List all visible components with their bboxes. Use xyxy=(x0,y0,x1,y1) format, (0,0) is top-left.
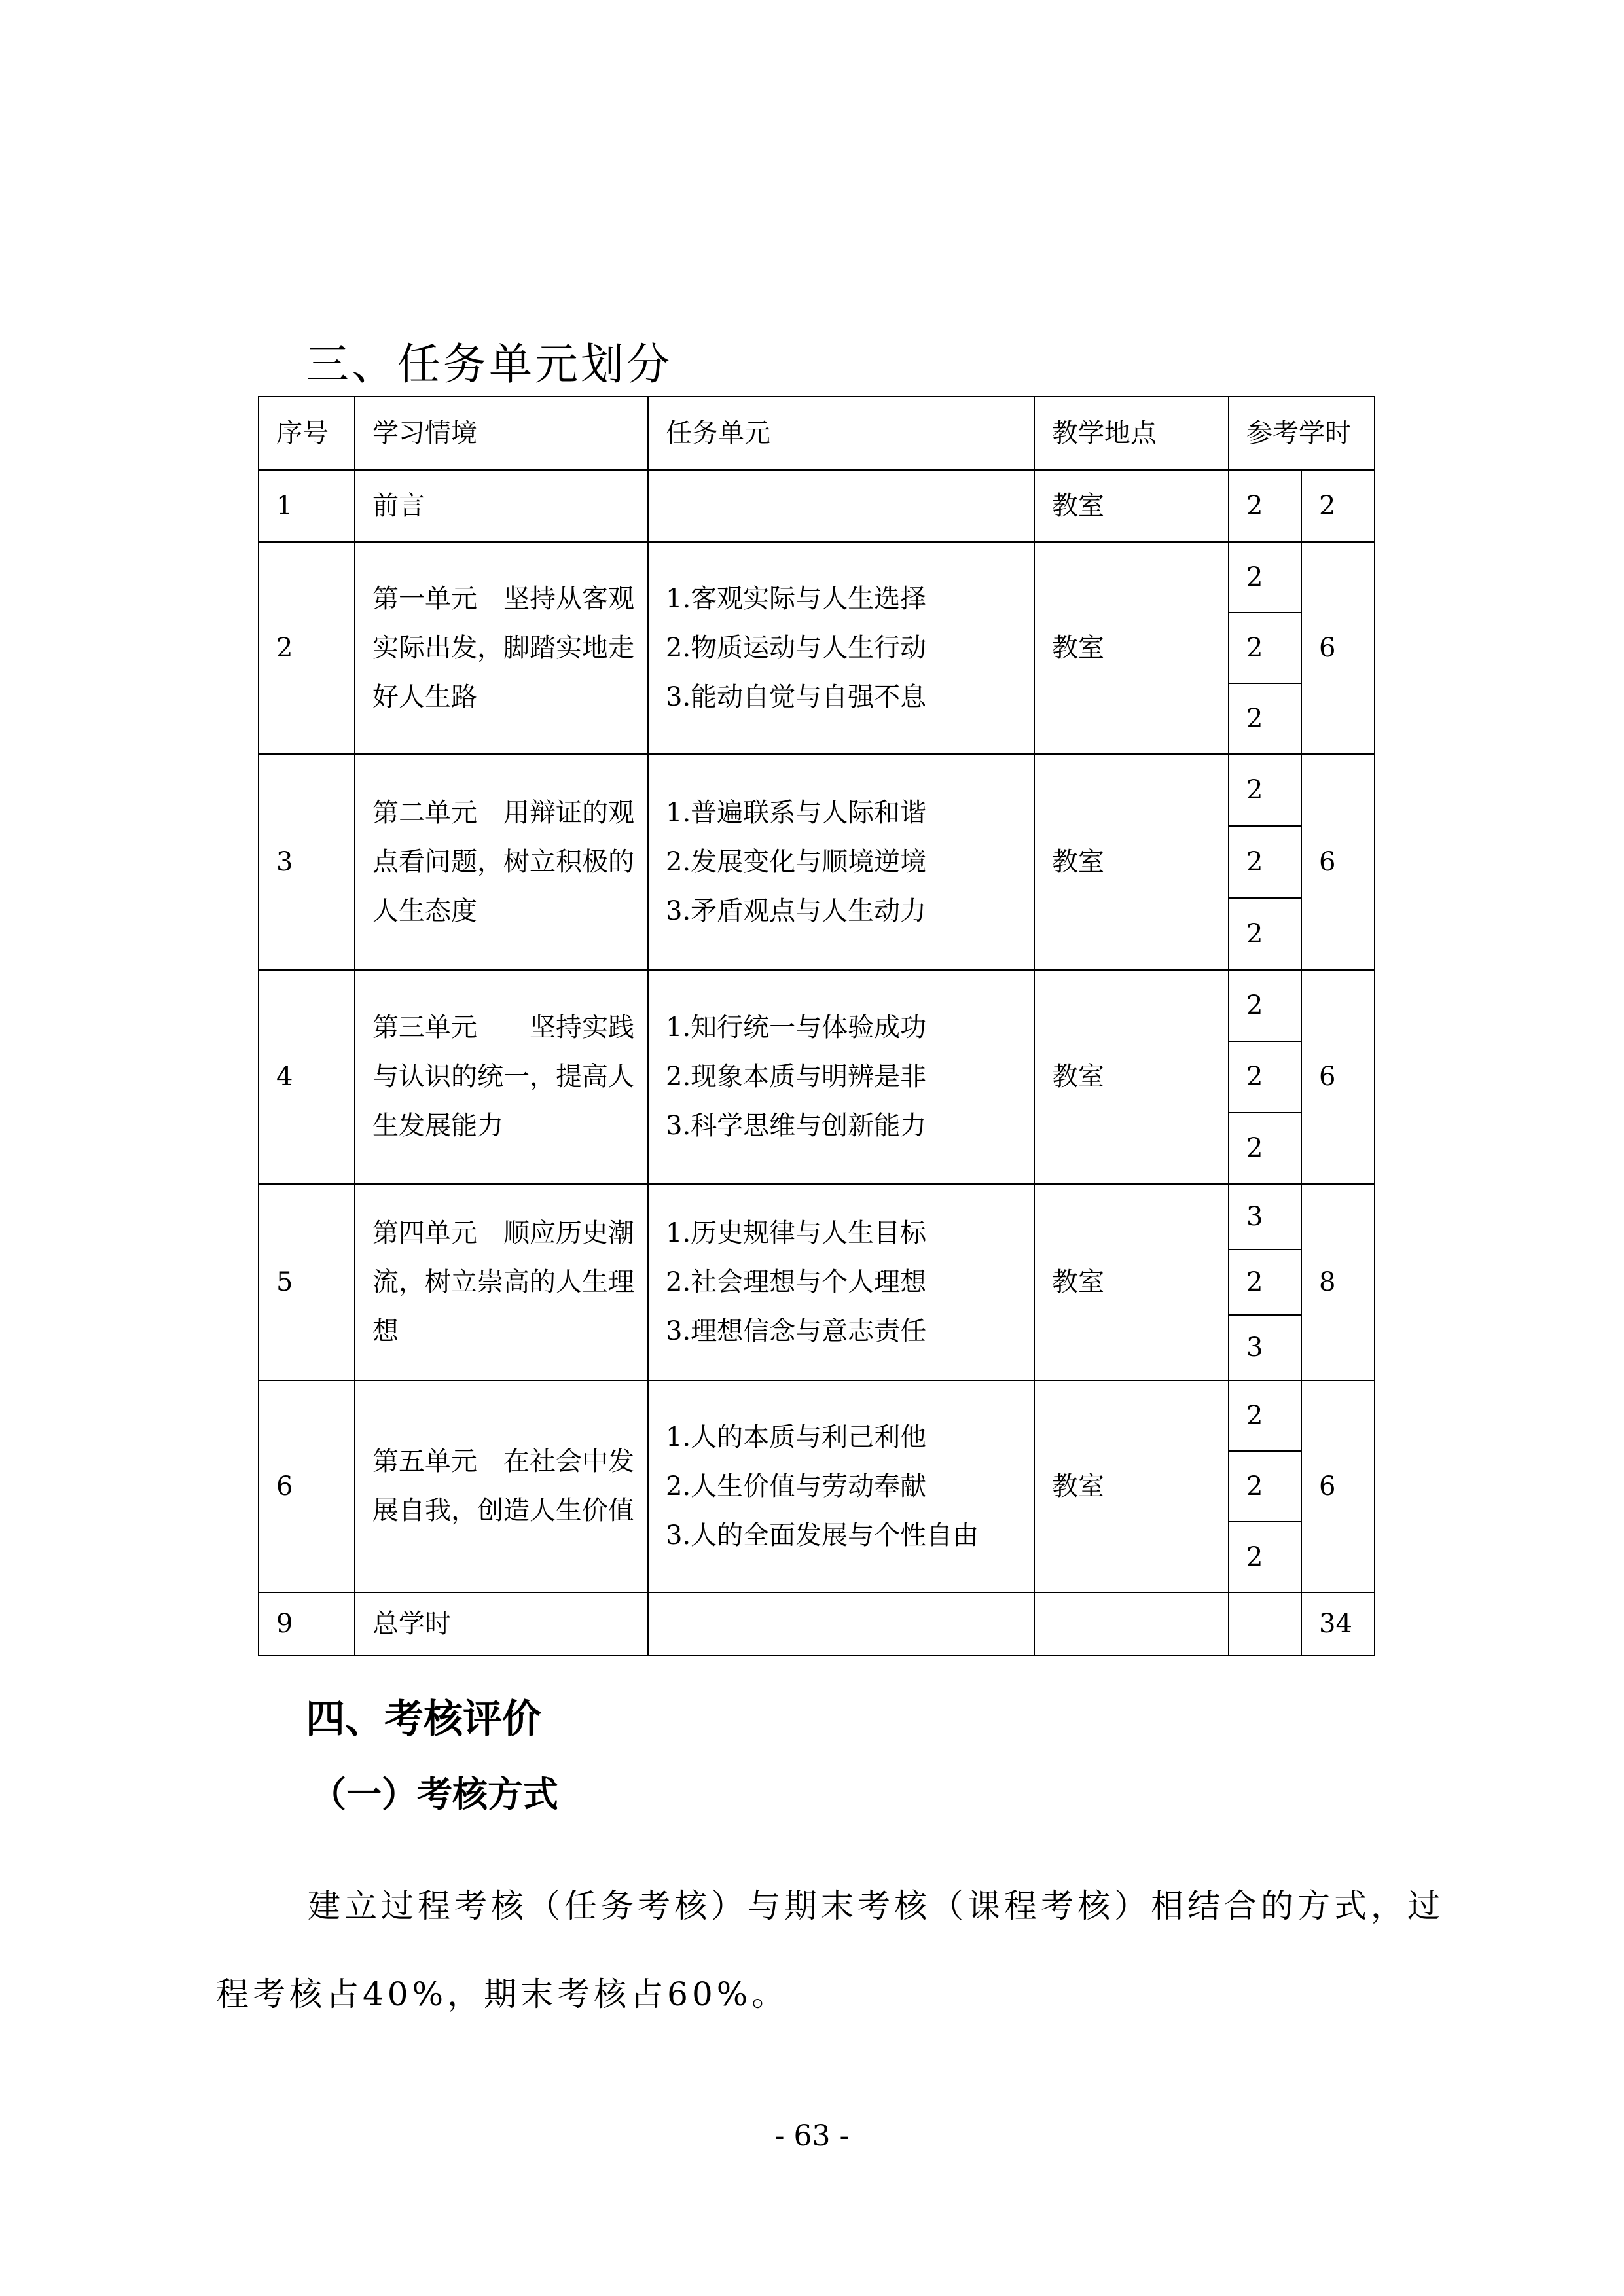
row-tasks xyxy=(648,470,1034,542)
total-row-place xyxy=(1034,1592,1229,1655)
task-unit-table xyxy=(258,396,1375,1656)
table-row xyxy=(259,470,1375,542)
header-context: 学习情境 xyxy=(355,397,648,470)
header-place: 教学地点 xyxy=(1034,397,1229,470)
task-item: 3.矛盾观点与人生动力 xyxy=(666,895,927,926)
row-place: 教室 xyxy=(1034,542,1229,754)
task-item: 3.人的全面发展与个性自由 xyxy=(666,1520,979,1551)
row-sub-hours: 2 xyxy=(1229,1113,1301,1184)
row-total-hours: 6 xyxy=(1301,970,1375,1184)
table-row xyxy=(259,1184,1375,1249)
header-no: 序号 xyxy=(259,397,355,470)
row-tasks xyxy=(648,970,1034,1184)
total-row-tasks xyxy=(648,1592,1034,1655)
row-place: 教室 xyxy=(1034,970,1229,1184)
row-sub-hours: 2 xyxy=(1229,683,1301,754)
row-no: 1 xyxy=(259,470,355,542)
row-context: 第一单元 坚持从客观实际出发，脚踏实地走好人生路 xyxy=(355,542,648,754)
row-context: 第二单元 用辩证的观点看问题，树立积极的人生态度 xyxy=(355,754,648,970)
row-sub-hours: 2 xyxy=(1229,1522,1301,1592)
row-total-hours: 6 xyxy=(1301,754,1375,970)
task-item: 2.社会理想与个人理想 xyxy=(666,1266,927,1297)
table-row xyxy=(259,1380,1375,1451)
page-number: - 63 - xyxy=(774,2119,850,2153)
row-total-hours: 2 xyxy=(1301,470,1375,542)
task-item: 3.科学思维与创新能力 xyxy=(666,1111,927,1141)
row-sub-hours: 2 xyxy=(1229,754,1301,826)
row-sub-hours: 2 xyxy=(1229,898,1301,970)
row-sub-hours: 2 xyxy=(1229,1041,1301,1113)
total-row-sub-hours xyxy=(1229,1592,1301,1655)
row-total-hours: 6 xyxy=(1301,542,1375,754)
row-place: 教室 xyxy=(1034,470,1229,542)
row-tasks xyxy=(648,1380,1034,1592)
row-context: 第四单元 顺应历史潮流，树立崇高的人生理想 xyxy=(355,1184,648,1380)
row-sub-hours: 2 xyxy=(1229,826,1301,898)
row-sub-hours: 3 xyxy=(1229,1184,1301,1249)
task-item: 2.物质运动与人生行动 xyxy=(666,632,927,663)
row-no: 2 xyxy=(259,542,355,754)
row-total-hours: 8 xyxy=(1301,1184,1375,1380)
row-no: 3 xyxy=(259,754,355,970)
header-hours: 参考学时 xyxy=(1229,397,1375,470)
row-place: 教室 xyxy=(1034,754,1229,970)
row-context: 第五单元 在社会中发展自我，创造人生价值 xyxy=(355,1380,648,1592)
row-tasks xyxy=(648,754,1034,970)
task-item: 2.现象本质与明辨是非 xyxy=(666,1062,927,1092)
row-tasks xyxy=(648,1184,1034,1380)
total-row xyxy=(259,1592,1375,1655)
row-sub-hours: 2 xyxy=(1229,1451,1301,1522)
header-tasks: 任务单元 xyxy=(648,397,1034,470)
task-item: 1.普遍联系与人际和谐 xyxy=(666,797,927,828)
row-context: 第三单元 坚持实践与认识的统一，提高人生发展能力 xyxy=(355,970,648,1184)
section-title-task-units: 三、任务单元划分 xyxy=(306,339,672,389)
total-row-label: 总学时 xyxy=(355,1592,648,1655)
row-sub-hours: 2 xyxy=(1229,613,1301,683)
task-item: 3.能动自觉与自强不息 xyxy=(666,681,927,712)
task-item: 3.理想信念与意志责任 xyxy=(666,1316,927,1346)
assessment-paragraph: 建立过程考核（任务考核）与期末考核（课程考核）相结合的方式，过程考核占40%，期末考核占60%。 xyxy=(216,1887,1444,2013)
row-sub-hours: 3 xyxy=(1229,1315,1301,1380)
row-no: 6 xyxy=(259,1380,355,1592)
task-item: 1.客观实际与人生选择 xyxy=(666,583,927,614)
section-title-assessment: 四、考核评价 xyxy=(306,1696,541,1742)
task-item: 2.发展变化与顺境逆境 xyxy=(666,846,927,877)
table-row xyxy=(259,754,1375,826)
row-context: 前言 xyxy=(355,470,648,542)
row-sub-hours: 2 xyxy=(1229,970,1301,1041)
row-total-hours: 6 xyxy=(1301,1380,1375,1592)
row-no: 5 xyxy=(259,1184,355,1380)
table-row xyxy=(259,542,1375,613)
task-item: 2.人生价值与劳动奉献 xyxy=(666,1471,927,1501)
row-no: 4 xyxy=(259,970,355,1184)
subsection-title-assessment-method: （一）考核方式 xyxy=(311,1774,558,1815)
table-row xyxy=(259,970,1375,1041)
total-row-no: 9 xyxy=(259,1592,355,1655)
row-tasks xyxy=(648,542,1034,754)
row-sub-hours: 2 xyxy=(1229,542,1301,613)
row-sub-hours: 2 xyxy=(1229,470,1301,542)
task-item: 1.知行统一与体验成功 xyxy=(666,1013,927,1043)
table-header-row xyxy=(259,397,1375,470)
row-sub-hours: 2 xyxy=(1229,1249,1301,1315)
row-place: 教室 xyxy=(1034,1184,1229,1380)
total-row-hours: 34 xyxy=(1301,1592,1375,1655)
task-item: 1.人的本质与利己利他 xyxy=(666,1422,927,1452)
row-place: 教室 xyxy=(1034,1380,1229,1592)
row-sub-hours: 2 xyxy=(1229,1380,1301,1451)
task-item: 1.历史规律与人生目标 xyxy=(666,1217,927,1248)
